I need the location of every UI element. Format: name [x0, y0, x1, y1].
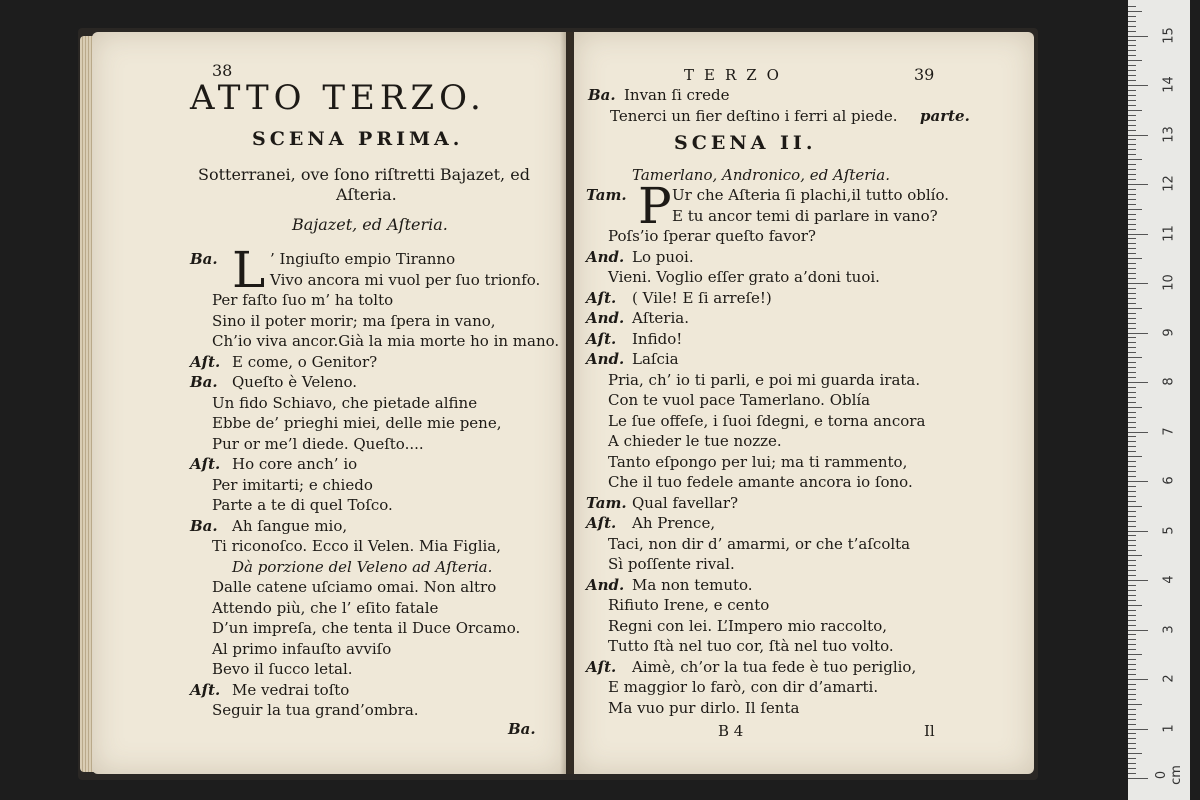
speaker-label: Aſt. — [190, 455, 221, 473]
ruler-tick — [1128, 130, 1136, 131]
ruler-tick — [1128, 31, 1136, 32]
ruler-tick — [1128, 80, 1136, 81]
ruler-tick — [1128, 432, 1148, 433]
verse-line: D’un impreſa, che tenta il Duce Orcamo. — [212, 619, 521, 637]
ruler-tick — [1128, 407, 1142, 408]
ruler-tick — [1128, 704, 1142, 705]
verse-line: Con te vuol pace Tamerlano. Oblía — [608, 391, 871, 409]
verse-line: Sì poſſente rival. — [608, 555, 735, 573]
ruler-tick — [1128, 105, 1136, 106]
ruler-tick — [1128, 258, 1142, 259]
ruler-tick — [1128, 36, 1148, 37]
verse-line: Al primo infauſto avviſo — [212, 639, 392, 658]
ruler-tick — [1128, 738, 1136, 739]
verse-line: Tenerci un fier deſtino i ferri al piede. — [610, 107, 898, 125]
ruler-tick — [1128, 565, 1136, 566]
ruler-tick — [1128, 570, 1136, 571]
verse-line: Vieni. Voglio eſſer grato a’doni tuoi. — [608, 268, 880, 286]
verse-line: Ah Prence, — [632, 514, 716, 532]
ruler-tick — [1128, 555, 1142, 556]
ruler-tick — [1128, 535, 1136, 536]
ruler-tick — [1128, 644, 1136, 645]
ruler-tick — [1128, 139, 1136, 140]
ruler-tick — [1128, 491, 1136, 492]
verse-line: Che il tuo fedele amante ancora io ſono. — [608, 473, 913, 491]
ruler-number: 13 — [1161, 125, 1177, 143]
verse-line: Un fido Schiavo, che pietade alfine — [212, 393, 478, 412]
ruler-tick — [1128, 333, 1148, 334]
ruler-number: 2 — [1161, 674, 1177, 683]
ruler-tick — [1128, 590, 1136, 591]
verse-line: Queſto è Veleno. — [232, 373, 358, 391]
ruler-tick — [1128, 352, 1136, 353]
speaker-label: Tam. — [586, 186, 627, 204]
ruler-tick — [1128, 649, 1136, 650]
ruler-tick — [1128, 100, 1136, 101]
ruler-tick — [1128, 689, 1136, 690]
verse-line: Sino il poter morir; ma ſpera in vano, — [212, 311, 496, 330]
ruler-tick — [1128, 496, 1136, 497]
ruler-tick — [1128, 506, 1142, 507]
ruler-tick — [1128, 154, 1136, 155]
ruler-tick — [1128, 659, 1136, 660]
speaker-label: And. — [586, 350, 625, 368]
ruler-tick — [1128, 85, 1148, 86]
verse-line: Tanto eſpongo per lui; ma ti rammento, — [608, 452, 908, 471]
ruler-tick — [1128, 60, 1142, 61]
ruler-tick — [1128, 521, 1136, 522]
verse-line: Invan ſi crede — [624, 86, 730, 104]
verse-line: Dà porzione del Veleno ad Aſteria. — [232, 557, 493, 576]
verse-line: Seguir la tua grand’ombra. — [212, 701, 419, 719]
ruler-tick — [1128, 219, 1136, 220]
verse-line: Per faſto ſuo m’ ha tolto — [212, 291, 394, 309]
ruler-tick — [1128, 40, 1136, 41]
scene-heading-2: SCENA II. — [674, 132, 817, 154]
ruler-tick — [1128, 625, 1136, 626]
ruler-tick — [1128, 26, 1136, 27]
speaker-label: And. — [586, 309, 625, 327]
ruler-tick — [1128, 550, 1136, 551]
ruler-tick — [1128, 699, 1136, 700]
ruler-tick — [1128, 545, 1136, 546]
drop-cap-letter-2: P — [638, 177, 672, 235]
ruler-tick — [1128, 560, 1136, 561]
ruler-tick — [1128, 461, 1136, 462]
ruler-tick — [1128, 204, 1136, 205]
ruler-tick — [1128, 184, 1148, 185]
ruler-tick — [1128, 174, 1136, 175]
verse-line: Ur che Aſteria ſi plachi,il tutto oblío. — [672, 186, 950, 204]
verse-line: Ah ſangue mio, — [232, 516, 348, 535]
ruler-number: 5 — [1161, 525, 1177, 535]
ruler-tick — [1128, 511, 1136, 512]
running-head: TERZO — [684, 66, 789, 84]
verse-line: Me vedrai toſto — [232, 680, 350, 699]
verse-line: E maggior lo farò, con dir d’amarti. — [608, 678, 879, 696]
speaker-label: Aſt. — [586, 657, 617, 676]
ruler-tick — [1128, 471, 1136, 472]
ruler-tick — [1128, 248, 1136, 249]
ruler-number: 7 — [1161, 426, 1177, 436]
ruler-tick — [1128, 575, 1136, 576]
ruler-tick — [1128, 169, 1136, 170]
verse-line: Lo puoi. — [632, 247, 694, 266]
ruler-tick — [1128, 531, 1148, 532]
verse-line: E tu ancor temi di parlare in vano? — [672, 206, 938, 225]
ruler-tick — [1128, 714, 1136, 715]
right-page — [574, 32, 1034, 774]
ruler-tick — [1128, 748, 1136, 749]
speaker-label: Aſt. — [586, 329, 617, 348]
speaker-label: Ba. — [190, 373, 218, 391]
speaker-label: Aſt. — [586, 514, 617, 532]
ruler-tick — [1128, 115, 1136, 116]
ruler-tick — [1128, 16, 1136, 17]
ruler-tick — [1128, 753, 1142, 754]
verse-line: Rifiuto Irene, e cento — [608, 596, 770, 614]
ruler-tick — [1128, 526, 1136, 527]
ruler-tick — [1128, 615, 1136, 616]
right-page-number: 39 — [914, 65, 935, 84]
ruler-tick — [1128, 610, 1136, 611]
ruler-tick — [1128, 768, 1136, 769]
signature-mark: B 4 — [718, 722, 744, 740]
ruler-tick — [1128, 224, 1136, 225]
ruler-tick — [1128, 149, 1136, 150]
ruler-tick — [1128, 209, 1142, 210]
ruler-tick — [1128, 357, 1142, 358]
left-page-number: 38 — [212, 61, 233, 80]
measurement-ruler — [1128, 0, 1190, 800]
ruler-tick — [1128, 278, 1136, 279]
ruler-tick — [1128, 446, 1136, 447]
ruler-tick — [1128, 362, 1136, 363]
ruler-tick — [1128, 164, 1136, 165]
speaker-label: Ba. — [588, 86, 616, 104]
ruler-tick — [1128, 516, 1136, 517]
ruler-tick — [1128, 50, 1136, 51]
ruler-tick — [1128, 501, 1136, 502]
ruler-tick — [1128, 283, 1148, 284]
ruler-tick — [1128, 422, 1136, 423]
ruler-tick — [1128, 733, 1136, 734]
ruler-tick — [1128, 179, 1136, 180]
left-page — [92, 32, 566, 774]
ruler-number: 9 — [1161, 327, 1177, 337]
ruler-tick — [1128, 273, 1136, 274]
ruler-tick — [1128, 486, 1136, 487]
exit-direction: parte. — [920, 107, 970, 125]
ruler-tick — [1128, 451, 1136, 452]
ruler-tick — [1128, 347, 1136, 348]
ruler-tick — [1128, 600, 1136, 601]
ruler-tick — [1128, 75, 1136, 76]
ruler-tick — [1128, 90, 1136, 91]
ruler-tick — [1128, 466, 1136, 467]
ruler-tick — [1128, 669, 1136, 670]
ruler-tick — [1128, 125, 1136, 126]
ruler-tick — [1128, 214, 1136, 215]
verse-line: Ma non temuto. — [632, 575, 753, 594]
verse-line: Parte a te di quel Toſco. — [212, 496, 393, 514]
ruler-tick — [1128, 367, 1136, 368]
ruler-tick — [1128, 620, 1136, 621]
ruler-tick — [1128, 135, 1148, 136]
verse-line: Aimè, ch’or la tua fede è tuo periglio, — [632, 657, 917, 676]
verse-line: Tutto ſtà nel tuo cor, ſtà nel tuo volto. — [608, 637, 894, 655]
speaker-label: And. — [586, 575, 625, 594]
ruler-tick — [1128, 303, 1136, 304]
ruler-number: 8 — [1161, 377, 1177, 386]
ruler-tick — [1128, 417, 1136, 418]
ruler-tick — [1128, 709, 1136, 710]
ruler-tick — [1128, 268, 1136, 269]
ruler-tick — [1128, 144, 1136, 145]
verse-line: Ma vuo pur dirlo. Il ſenta — [608, 698, 800, 717]
verse-line: E come, o Genitor? — [232, 352, 378, 371]
ruler-tick — [1128, 639, 1136, 640]
verse-line: Poſs’io ſperar queſto favor? — [608, 227, 816, 245]
ruler-number: 4 — [1161, 575, 1177, 584]
verse-line: A chieder le tue nozze. — [608, 432, 782, 450]
ruler-tick — [1128, 580, 1148, 581]
verse-line: Per imitarti; e chiedo — [212, 475, 373, 494]
ruler-tick — [1128, 456, 1142, 457]
ruler-tick — [1128, 605, 1142, 606]
ruler-number: 11 — [1161, 224, 1177, 242]
verse-line: Laſcia — [632, 350, 679, 368]
ruler-tick — [1128, 55, 1136, 56]
ruler-tick — [1128, 253, 1136, 254]
ruler-tick — [1128, 194, 1136, 195]
ruler-tick — [1128, 441, 1136, 442]
ruler-tick — [1128, 328, 1136, 329]
ruler-tick — [1128, 293, 1136, 294]
verse-line: Taci, non dir d’ amarmi, or che t’aſcolta — [608, 534, 911, 553]
ruler-tick — [1128, 229, 1136, 230]
ruler-tick — [1128, 21, 1136, 22]
ruler-tick — [1128, 313, 1136, 314]
verse-line: Bevo il ſucco letal. — [212, 660, 353, 678]
ruler-number: 1 — [1161, 723, 1177, 733]
verse-line: ( Vile! E ſi arreſe!) — [632, 288, 772, 307]
verse-line: ’ Ingiuſto empio Tiranno — [270, 250, 456, 268]
ruler-tick — [1128, 323, 1136, 324]
ruler-tick — [1128, 95, 1136, 96]
speaker-label: And. — [586, 247, 625, 266]
ruler-number: 3 — [1161, 624, 1177, 634]
drop-cap-letter: L — [232, 241, 266, 299]
verse-line: Ti riconoſco. Ecco il Velen. Mia Figlia, — [212, 537, 502, 555]
speaker-label: Ba. — [190, 250, 218, 268]
ruler-tick — [1128, 540, 1136, 541]
ruler-tick — [1128, 199, 1136, 200]
ruler-tick — [1128, 397, 1136, 398]
ruler-tick — [1128, 664, 1136, 665]
speaker-label: Tam. — [586, 493, 627, 512]
ruler-tick — [1128, 120, 1136, 121]
ruler-tick — [1128, 719, 1136, 720]
verse-line: Ho core anch’ io — [232, 455, 358, 473]
characters-line: Bajazet, ed Aſteria. — [292, 215, 448, 234]
ruler-tick — [1128, 778, 1148, 779]
verse-line: Le ſue offeſe, i ſuoi ſdegni, e torna ancora — [608, 411, 926, 430]
ruler-tick — [1128, 288, 1136, 289]
left-catchword: Ba. — [508, 720, 536, 738]
speaker-label: Aſt. — [190, 352, 221, 371]
ruler-tick — [1128, 758, 1136, 759]
verse-line: Qual favellar? — [632, 493, 739, 512]
ruler-tick — [1128, 238, 1136, 239]
ruler-tick — [1128, 679, 1148, 680]
ruler-tick — [1128, 65, 1136, 66]
ruler-tick — [1128, 298, 1136, 299]
ruler-tick — [1128, 773, 1136, 774]
ruler-tick — [1128, 763, 1136, 764]
ruler-number: 10 — [1161, 274, 1177, 291]
act-title: ATTO TERZO. — [190, 78, 486, 118]
ruler-number: 15 — [1161, 26, 1177, 44]
ruler-tick — [1128, 743, 1136, 744]
ruler-tick — [1128, 308, 1142, 309]
speaker-label: Ba. — [190, 516, 218, 535]
ruler-tick — [1128, 234, 1148, 235]
ruler-tick — [1128, 70, 1136, 71]
ruler-tick — [1128, 585, 1136, 586]
ruler-tick — [1128, 189, 1136, 190]
ruler-tick — [1128, 377, 1136, 378]
ruler-tick — [1128, 724, 1136, 725]
ruler-number: 12 — [1161, 175, 1177, 192]
verse-line: Vivo ancora mi vuol per ſuo trionfo. — [270, 270, 541, 289]
verse-line: Attendo più, che l’ eſito fatale — [212, 598, 439, 617]
ruler-tick — [1128, 674, 1136, 675]
ruler-tick — [1128, 436, 1136, 437]
right-catchword: Il — [924, 722, 935, 740]
verse-line: Infido! — [632, 329, 683, 348]
verse-line: Dalle catene uſciamo omai. Non altro — [212, 578, 497, 596]
ruler-tick — [1128, 402, 1136, 403]
stage-direction: Sotterranei, ove ſono riſtretti Bajazet, ed — [198, 165, 530, 184]
ruler-tick — [1128, 387, 1136, 388]
verse-line: Ch’io viva ancor.Già la mia morte ho in mano. — [212, 332, 560, 350]
ruler-tick — [1128, 11, 1142, 12]
speaker-label: Aſt. — [190, 680, 221, 699]
ruler-tick — [1128, 476, 1136, 477]
ruler-tick — [1128, 382, 1148, 383]
ruler-number: 14 — [1161, 76, 1177, 93]
ruler-unit-label: 0 cm — [1154, 765, 1184, 785]
verse-line: Regni con lei. L’Impero mio raccolto, — [608, 616, 887, 635]
ruler-number: 6 — [1161, 476, 1177, 485]
ruler-tick — [1128, 337, 1136, 338]
ruler-tick — [1128, 392, 1136, 393]
stage-direction-cont: Aſteria. — [336, 185, 397, 204]
ruler-tick — [1128, 654, 1142, 655]
ruler-tick — [1128, 729, 1148, 730]
ruler-tick — [1128, 372, 1136, 373]
ruler-tick — [1128, 412, 1136, 413]
characters-line-2: Tamerlano, Andronico, ed Aſteria. — [632, 166, 890, 184]
ruler-tick — [1128, 243, 1136, 244]
ruler-tick — [1128, 45, 1136, 46]
ruler-tick — [1128, 159, 1142, 160]
scene-heading: SCENA PRIMA. — [252, 128, 464, 150]
ruler-tick — [1128, 318, 1136, 319]
verse-line: Pria, ch’ io ti parli, e poi mi guarda irata. — [608, 370, 921, 389]
ruler-tick — [1128, 595, 1136, 596]
verse-line: Pur or me’l diede. Queſto.... — [212, 434, 424, 453]
ruler-tick — [1128, 481, 1148, 482]
ruler-tick — [1128, 634, 1136, 635]
ruler-tick — [1128, 427, 1136, 428]
verse-line: Aſteria. — [632, 309, 689, 327]
speaker-label: Aſt. — [586, 288, 617, 307]
ruler-tick — [1128, 110, 1142, 111]
ruler-tick — [1128, 694, 1136, 695]
verse-line: Ebbe de’ prieghi miei, delle mie pene, — [212, 414, 502, 432]
ruler-tick — [1128, 684, 1136, 685]
ruler-tick — [1128, 342, 1136, 343]
ruler-tick — [1128, 630, 1148, 631]
ruler-tick — [1128, 6, 1136, 7]
ruler-tick — [1128, 263, 1136, 264]
